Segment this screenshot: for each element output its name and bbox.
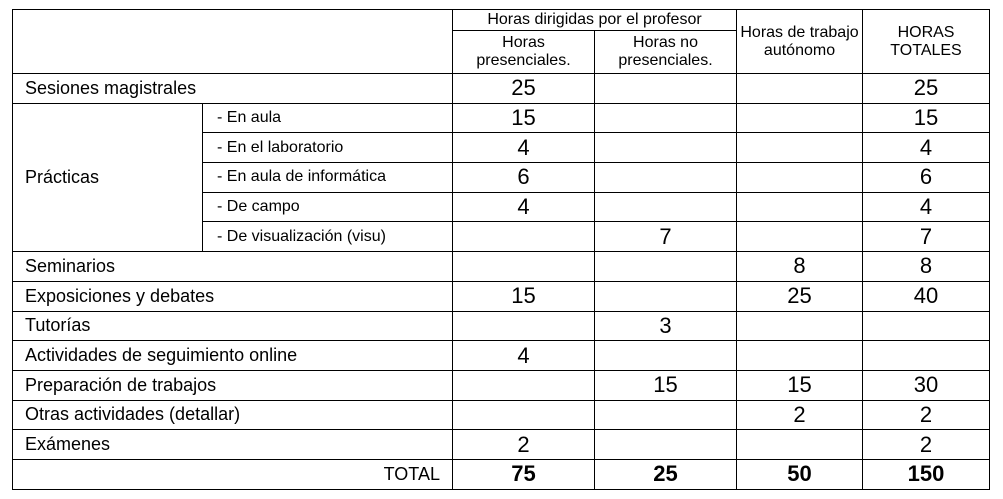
row-label: - En aula xyxy=(203,103,453,133)
row-label: Otras actividades (detallar) xyxy=(13,400,453,430)
row-label: - De campo xyxy=(203,192,453,222)
cell-remote xyxy=(595,133,737,163)
table-row xyxy=(13,370,990,400)
row-label: - En aula de informática xyxy=(203,163,453,193)
cell-in-person: 2 xyxy=(453,430,595,460)
total-autonomous: 50 xyxy=(737,459,863,489)
row-label: Exposiciones y debates xyxy=(13,281,453,311)
table-row xyxy=(13,281,990,311)
cell-autonomous xyxy=(737,222,863,252)
cell-remote xyxy=(595,192,737,222)
cell-autonomous: 2 xyxy=(737,400,863,430)
cell-remote: 3 xyxy=(595,311,737,341)
cell-remote xyxy=(595,341,737,371)
cell-in-person: 4 xyxy=(453,192,595,222)
total-label: TOTAL xyxy=(13,459,453,489)
cell-autonomous: 8 xyxy=(737,252,863,282)
group-label-practicas: Prácticas xyxy=(13,103,203,251)
cell-in-person: 4 xyxy=(453,341,595,371)
header-group-label: Horas dirigidas por el profesor xyxy=(453,10,737,31)
cell-remote xyxy=(595,74,737,104)
cell-in-person: 25 xyxy=(453,74,595,104)
cell-in-person xyxy=(453,222,595,252)
cell-total: 25 xyxy=(863,74,990,104)
hours-table xyxy=(12,9,990,490)
total-remote: 25 xyxy=(595,459,737,489)
cell-remote xyxy=(595,103,737,133)
header-in-person-hours: Horas presenciales. xyxy=(453,31,595,74)
cell-total: 2 xyxy=(863,400,990,430)
table-row xyxy=(13,400,990,430)
table-row xyxy=(13,341,990,371)
row-label: Actividades de seguimiento online xyxy=(13,341,453,371)
row-label: Sesiones magistrales xyxy=(13,74,453,104)
cell-total: 2 xyxy=(863,430,990,460)
cell-autonomous xyxy=(737,192,863,222)
row-label: Tutorías xyxy=(13,311,453,341)
cell-total: 8 xyxy=(863,252,990,282)
header-total-hours: HORAS TOTALES xyxy=(863,10,990,74)
cell-autonomous xyxy=(737,341,863,371)
cell-total xyxy=(863,311,990,341)
cell-autonomous xyxy=(737,163,863,193)
cell-total: 6 xyxy=(863,163,990,193)
table-row xyxy=(13,74,990,104)
cell-in-person: 4 xyxy=(453,133,595,163)
cell-in-person xyxy=(453,400,595,430)
total-row xyxy=(13,459,990,489)
cell-in-person: 6 xyxy=(453,163,595,193)
cell-total: 4 xyxy=(863,192,990,222)
header-empty-cell xyxy=(13,10,453,74)
cell-in-person: 15 xyxy=(453,281,595,311)
cell-autonomous: 25 xyxy=(737,281,863,311)
row-label: Seminarios xyxy=(13,252,453,282)
cell-remote xyxy=(595,163,737,193)
total-in-person: 75 xyxy=(453,459,595,489)
row-label: - De visualización (visu) xyxy=(203,222,453,252)
cell-total: 7 xyxy=(863,222,990,252)
cell-remote xyxy=(595,252,737,282)
header-remote-hours: Horas no presenciales. xyxy=(595,31,737,74)
cell-remote xyxy=(595,430,737,460)
cell-in-person xyxy=(453,252,595,282)
table-row xyxy=(13,430,990,460)
header-autonomous-hours: Horas de trabajo autónomo xyxy=(737,10,863,74)
cell-in-person xyxy=(453,311,595,341)
cell-autonomous xyxy=(737,74,863,104)
table-row xyxy=(13,103,990,133)
cell-autonomous: 15 xyxy=(737,370,863,400)
cell-autonomous xyxy=(737,311,863,341)
cell-autonomous xyxy=(737,103,863,133)
total-overall: 150 xyxy=(863,459,990,489)
cell-remote: 15 xyxy=(595,370,737,400)
cell-remote xyxy=(595,400,737,430)
row-label: Preparación de trabajos xyxy=(13,370,453,400)
cell-in-person xyxy=(453,370,595,400)
cell-remote xyxy=(595,281,737,311)
cell-autonomous xyxy=(737,430,863,460)
cell-remote: 7 xyxy=(595,222,737,252)
row-label: - En el laboratorio xyxy=(203,133,453,163)
cell-total xyxy=(863,341,990,371)
cell-total: 40 xyxy=(863,281,990,311)
cell-autonomous xyxy=(737,133,863,163)
cell-in-person: 15 xyxy=(453,103,595,133)
cell-total: 4 xyxy=(863,133,990,163)
cell-total: 30 xyxy=(863,370,990,400)
row-label: Exámenes xyxy=(13,430,453,460)
table-row xyxy=(13,252,990,282)
cell-total: 15 xyxy=(863,103,990,133)
table-row xyxy=(13,311,990,341)
